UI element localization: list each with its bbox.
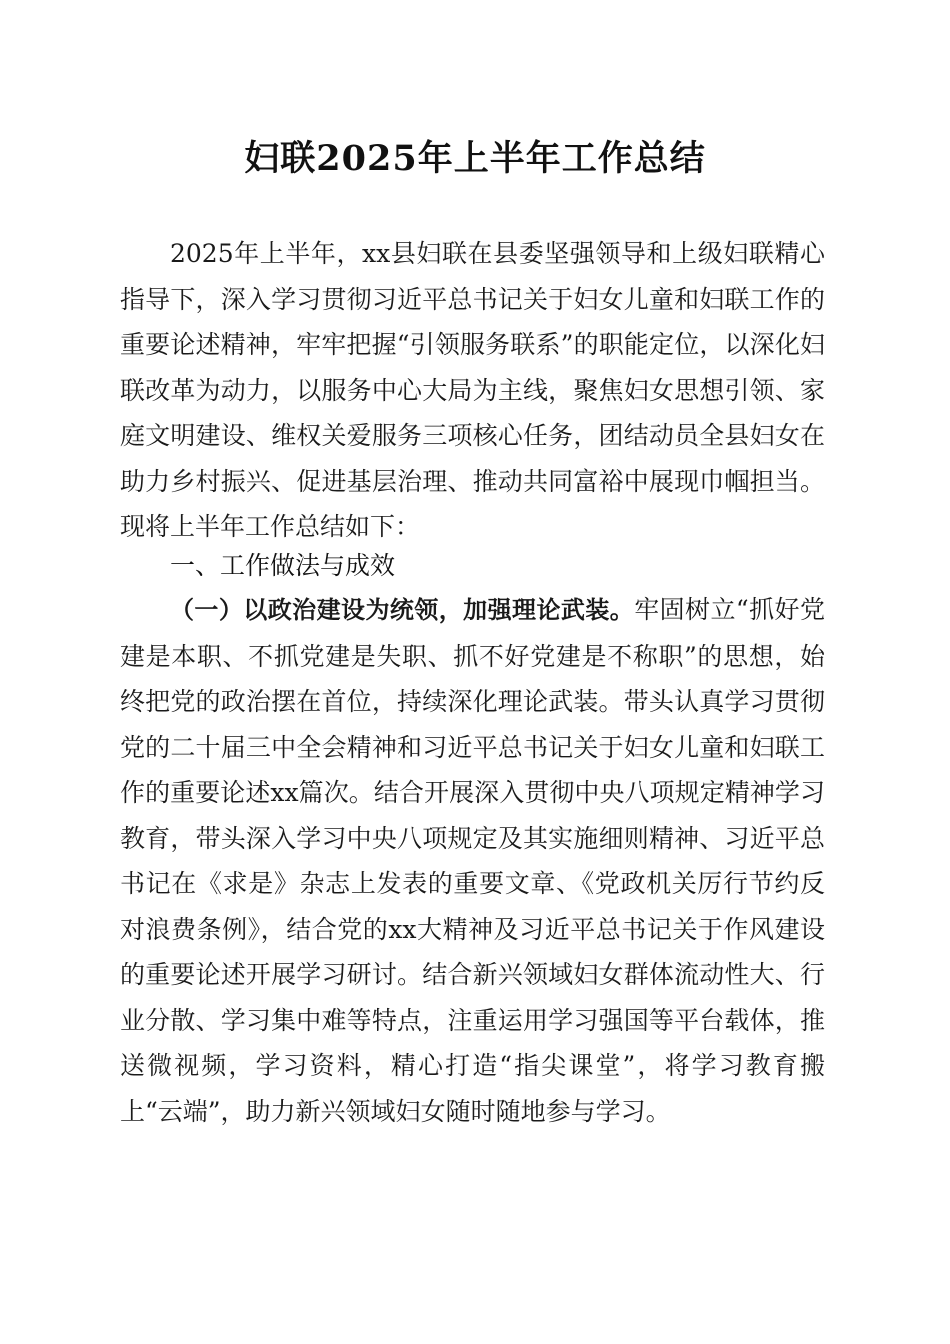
- subsection-1-paragraph: [120, 587, 825, 1134]
- intro-paragraph: 2025年上半年，xx县妇联在县委坚强领导和上级妇联精心指导下，深入学习贯彻习近平总书记关于妇女儿童和妇联工作的重要论述精神，牢牢把握“引领服务联系”的职能定位，以深化妇联改革为动力，以服务中心大局为主线，聚焦妇女思想引领、家庭文明建设、维权关爱服务三项核心任务，团结动员全县妇女在助力乡村振兴、促进基层治理、推动共同富裕中展现巾帼担当。现将上半年工作总结如下：: [120, 239, 825, 541]
- subsection-1-body: 牢固树立“抓好党建是本职、不抓党建是失职、抓不好党建是不称职”的思想，始终把党的政治摆在首位，持续深化理论武装。带头认真学习贯彻党的二十届三中全会精神和习近平总书记关于妇女儿童和妇联工作的重要论述xx篇次。结合开展深入贯彻中央八项规定精神学习教育，带头深入学习中央八项规定及其实施细则精神、习近平总书记在《求是》杂志上发表的重要文章、《党政机关厉行节约反对浪费条例》，结合党的xx大精神及习近平总书记关于作风建设的重要论述开展学习研讨。结合新兴领域妇女群体流动性大、行业分散、学习集中难等特点，注重运用学习强国等平台载体，推送微视频，学习资料，精心打造“指尖课堂”，将学习教育搬上“云端”，助力新兴领域妇女随时随地参与学习。: [120, 595, 825, 1126]
- subsection-1-lead: （一）以政治建设为统领，加强理论武装。: [170, 596, 635, 624]
- section-heading-1: 一、工作做法与成效: [170, 551, 396, 580]
- document-title: 妇联2025年上半年工作总结: [244, 138, 706, 179]
